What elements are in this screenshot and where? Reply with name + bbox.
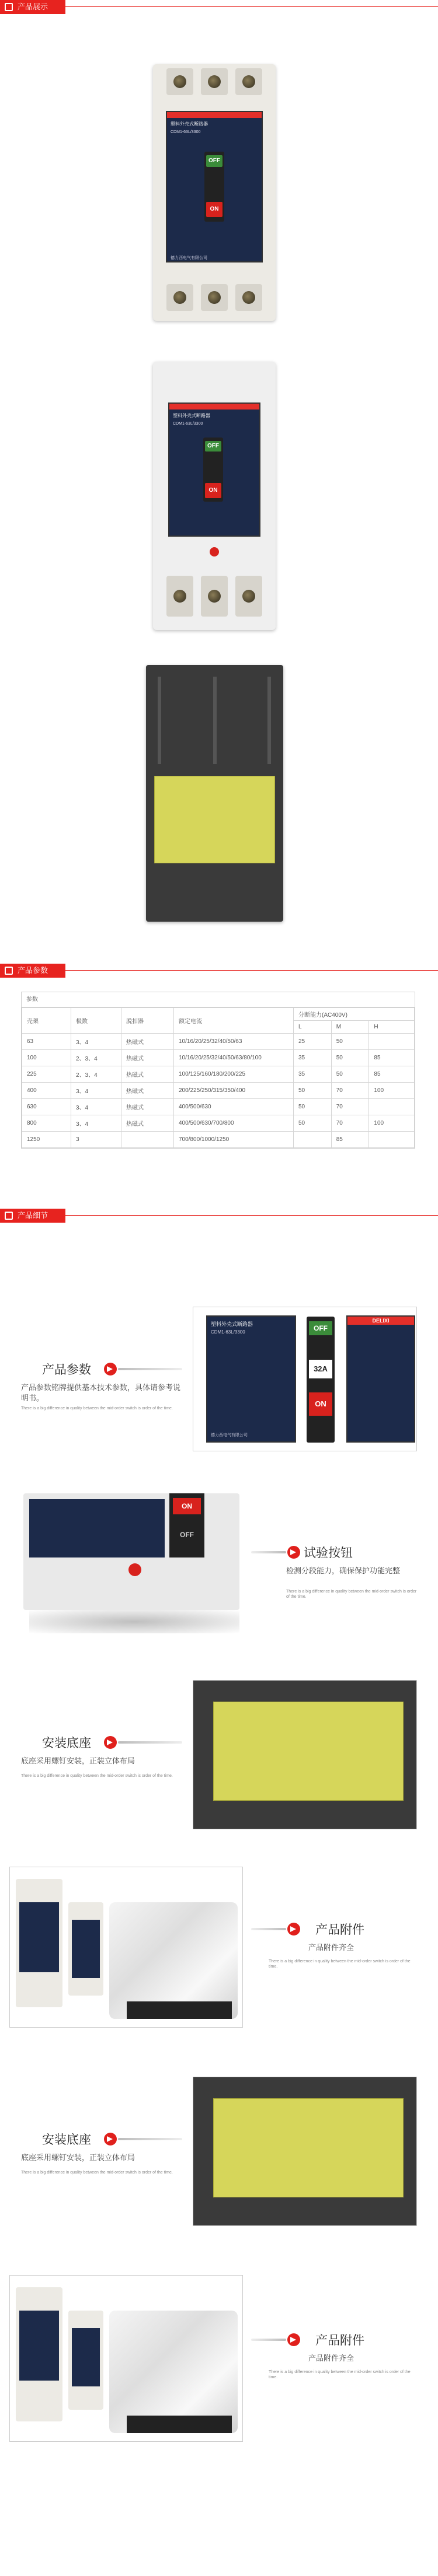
params-caption: 参数: [22, 992, 415, 1007]
table-cell: 50: [331, 1066, 369, 1083]
table-row: [22, 1099, 415, 1115]
header-rule: [0, 970, 438, 971]
table-cell: 2、3、4: [71, 1066, 121, 1083]
detail-title: 产品参数: [42, 1363, 91, 1377]
accessory-bag: [109, 2311, 238, 2433]
table-cell: 800: [22, 1115, 71, 1132]
params-body: [22, 1034, 415, 1148]
table-row: [22, 1066, 415, 1083]
detail-desc: 底座采用螺钉安装，正装立体布局: [21, 1756, 135, 1765]
section-header-display: [0, 0, 438, 15]
yellow-pad: [154, 776, 275, 863]
on-label: ON: [309, 1392, 332, 1416]
table-cell: 225: [22, 1066, 71, 1083]
nameplate-maker: 德力西电气有限公司: [171, 256, 207, 260]
table-row: [22, 1034, 415, 1050]
on-label: ON: [206, 202, 223, 217]
nameplate: [19, 1902, 59, 1972]
toggle-handle: [204, 152, 224, 222]
nameplate-model: CDM1-63L/3300: [171, 130, 201, 134]
col-header: 壳架: [22, 1008, 71, 1034]
terminal-screw: [235, 68, 262, 95]
detail-fine: There is a big difference in quality between the mid-order switch is order of the time.: [21, 1406, 173, 1410]
nameplate-right: [346, 1315, 415, 1443]
table-cell: 3、4: [71, 1115, 121, 1132]
col-header: M: [331, 1021, 369, 1034]
table-cell: 热磁式: [121, 1099, 174, 1115]
rating-label: 32A: [309, 1360, 332, 1378]
table-cell: 200/225/250/315/350/400: [174, 1083, 294, 1099]
yellow-pad: [213, 1702, 404, 1801]
nameplate-name: 塑料外壳式断路器: [211, 1321, 253, 1327]
table-cell: 10/16/20/25/32/40/50/63: [174, 1034, 294, 1050]
table-cell: 35: [294, 1066, 332, 1083]
breaker-mini: [68, 2311, 103, 2410]
table-cell: 2、3、4: [71, 1050, 121, 1066]
detail-title: 安装底座: [42, 1737, 91, 1750]
section-title: 产品参数: [18, 966, 48, 975]
terminal-screw: [235, 284, 262, 311]
rib: [213, 677, 217, 764]
nameplate-name: 塑料外壳式断路器: [173, 413, 210, 418]
nameplate: [29, 1499, 165, 1558]
detail-card-2: [0, 1493, 438, 1645]
table-row: [22, 1083, 415, 1099]
arrow-icon: [104, 1363, 117, 1376]
toggle-handle: [307, 1317, 335, 1443]
bottom-terminals: [153, 572, 276, 624]
section-header-details: [0, 1209, 438, 1224]
header-rule: [0, 1215, 438, 1216]
table-cell: 热磁式: [121, 1034, 174, 1050]
section-tab: [0, 1209, 65, 1223]
table-cell: 热磁式: [121, 1066, 174, 1083]
table-cell: 热磁式: [121, 1115, 174, 1132]
arrow-line: [251, 2339, 286, 2341]
arrow-line: [118, 2138, 182, 2140]
bag-icon: [5, 3, 13, 11]
detail-desc: 产品参数铭牌提供基本技术参数，具体请参考说明书。: [21, 1383, 181, 1402]
table-cell: 热磁式: [121, 1050, 174, 1066]
table-cell: [369, 1132, 415, 1148]
floor-shadow: [29, 1610, 239, 1633]
table-cell: 630: [22, 1099, 71, 1115]
detail-card-4: [0, 1867, 438, 2030]
table-cell: 3、4: [71, 1034, 121, 1050]
table-cell: 3、4: [71, 1099, 121, 1115]
table-cell: 35: [294, 1050, 332, 1066]
nameplate-closeup: [193, 1307, 417, 1451]
table-cell: 400/500/630/700/800: [174, 1115, 294, 1132]
table-cell: 700/800/1000/1250: [174, 1132, 294, 1148]
off-label: OFF: [206, 155, 223, 167]
product-photo-angle: [153, 362, 276, 630]
nameplate-name: 塑料外壳式断路器: [171, 121, 208, 127]
detail-desc: 底座采用螺钉安装，正装立体布局: [21, 2153, 135, 2162]
arrow-icon: [287, 1923, 300, 1936]
bag-icon: [5, 1212, 13, 1220]
terminal-screw: [201, 576, 228, 617]
terminal-screw: [235, 576, 262, 617]
toggle-handle: [203, 438, 223, 502]
table-cell: [121, 1132, 174, 1148]
detail-fine: There is a big difference in quality between the mid-order switch is order of the time.: [269, 2370, 411, 2379]
product-photo-back: [146, 665, 283, 922]
table-cell: 400: [22, 1083, 71, 1099]
table-cell: 3: [71, 1132, 121, 1148]
detail-desc: 产品附件齐全: [308, 1943, 354, 1952]
screw-pack: [127, 2001, 232, 2019]
test-button: [128, 1563, 141, 1576]
table-cell: 85: [331, 1132, 369, 1148]
detail-card-3: [0, 1680, 438, 1832]
test-button: [210, 547, 219, 556]
toggle-handle: [169, 1493, 204, 1558]
table-cell: 70: [331, 1083, 369, 1099]
test-button-closeup: [6, 1493, 239, 1643]
terminal-screw: [166, 576, 193, 617]
nameplate: [72, 2328, 100, 2386]
table-cell: 50: [331, 1034, 369, 1050]
on-label: ON: [205, 483, 221, 498]
terminal-screw: [201, 284, 228, 311]
table-cell: 25: [294, 1034, 332, 1050]
nameplate: [72, 1920, 100, 1978]
arrow-icon: [287, 1546, 300, 1559]
nameplate-model: CDM1-63L/3300: [211, 1329, 245, 1335]
detail-fine: There is a big difference in quality between the mid-order switch is order of the time.: [21, 1774, 173, 1778]
base-closeup: [193, 1680, 417, 1829]
arrow-icon: [104, 1736, 117, 1749]
breaker-mini: [68, 1902, 103, 1996]
arrow-icon: [104, 2133, 117, 2146]
table-cell: 50: [294, 1083, 332, 1099]
table-cell: 50: [331, 1050, 369, 1066]
detail-title: 试验按钮: [304, 1546, 353, 1560]
terminal-screw: [166, 284, 193, 311]
detail-desc: 产品附件齐全: [308, 2354, 354, 2362]
table-row: [22, 1132, 415, 1148]
arrow-line: [118, 1741, 182, 1744]
section-title: 产品细节: [18, 1211, 48, 1220]
accessories-photo: [9, 1867, 243, 2028]
nameplate: [19, 2311, 59, 2381]
col-header: L: [294, 1021, 332, 1034]
table-cell: 400/500/630: [174, 1099, 294, 1115]
table-cell: 85: [369, 1066, 415, 1083]
bottom-terminals: [153, 280, 276, 315]
bag-icon: [5, 967, 13, 975]
table-cell: 63: [22, 1034, 71, 1050]
breaker-mini: [16, 2287, 62, 2421]
detail-desc: 检测分段能力，确保保护功能完整: [286, 1566, 401, 1575]
breaker-body: [23, 1493, 239, 1610]
table-cell: [294, 1132, 332, 1148]
section-header-params: [0, 964, 438, 979]
rib: [267, 677, 271, 764]
detail-title: 安装底座: [42, 2133, 91, 2147]
terminal-screw: [201, 68, 228, 95]
yellow-pad: [213, 2098, 404, 2197]
detail-card-5: [0, 2077, 438, 2228]
nameplate-stripe: [169, 404, 259, 410]
params-table: [21, 992, 415, 1149]
detail-fine: There is a big difference in quality between the mid-order switch is order of the time.: [21, 2171, 173, 2175]
on-label: ON: [173, 1498, 201, 1514]
table-cell: 70: [331, 1099, 369, 1115]
table-cell: 100: [22, 1050, 71, 1066]
base-closeup: [193, 2077, 417, 2226]
col-header: 极数: [71, 1008, 121, 1034]
section-tab: [0, 964, 65, 978]
table-cell: [369, 1099, 415, 1115]
top-terminals: [153, 64, 276, 99]
arrow-line: [118, 1368, 182, 1370]
table-cell: 1250: [22, 1132, 71, 1148]
table-cell: 85: [369, 1050, 415, 1066]
nameplate-maker: 德力西电气有限公司: [211, 1433, 248, 1437]
col-header: H: [369, 1021, 415, 1034]
product-photo-front: [153, 64, 276, 321]
brand-logo: DELIXI: [347, 1317, 414, 1325]
off-label: OFF: [309, 1321, 332, 1335]
table-cell: 50: [294, 1099, 332, 1115]
breaker-mini: [16, 1879, 62, 2007]
table-row: [22, 1050, 415, 1066]
nameplate-stripe: [167, 112, 262, 118]
detail-card-6: [0, 2275, 438, 2444]
nameplate: [206, 1315, 296, 1443]
rib: [158, 677, 161, 764]
table-cell: 70: [331, 1115, 369, 1132]
detail-fine: There is a big difference in quality between the mid-order switch is order of the time.: [286, 1590, 417, 1599]
table-cell: 10/16/20/25/32/40/50/63/80/100: [174, 1050, 294, 1066]
arrow-icon: [287, 2333, 300, 2346]
off-label: OFF: [180, 1531, 194, 1539]
table-cell: 100/125/160/180/200/225: [174, 1066, 294, 1083]
terminal-screw: [166, 68, 193, 95]
table-row: [22, 1115, 415, 1132]
detail-title: 产品附件: [315, 2334, 364, 2347]
table-cell: 3、4: [71, 1083, 121, 1099]
detail-title: 产品附件: [315, 1923, 364, 1937]
col-header: 脱扣器: [121, 1008, 174, 1034]
table-cell: [369, 1034, 415, 1050]
screw-pack: [127, 2416, 232, 2433]
accessories-photo: [9, 2275, 243, 2442]
table-cell: 100: [369, 1115, 415, 1132]
detail-fine: There is a big difference in quality between the mid-order switch is order of the time.: [269, 1959, 411, 1969]
section-tab: [0, 0, 65, 14]
header-rule: [0, 6, 438, 7]
off-label: OFF: [205, 441, 221, 452]
table-cell: 热磁式: [121, 1083, 174, 1099]
table-cell: 50: [294, 1115, 332, 1132]
col-header: 额定电流: [174, 1008, 294, 1034]
breaking-capacity-header: 分断能力(AC400V): [294, 1008, 415, 1021]
nameplate-model: CDM1-63L/3300: [173, 422, 203, 426]
table-cell: 100: [369, 1083, 415, 1099]
section-title: 产品展示: [18, 2, 48, 11]
arrow-line: [251, 1551, 286, 1553]
arrow-line: [251, 1928, 286, 1930]
detail-card-1: [0, 1307, 438, 1458]
